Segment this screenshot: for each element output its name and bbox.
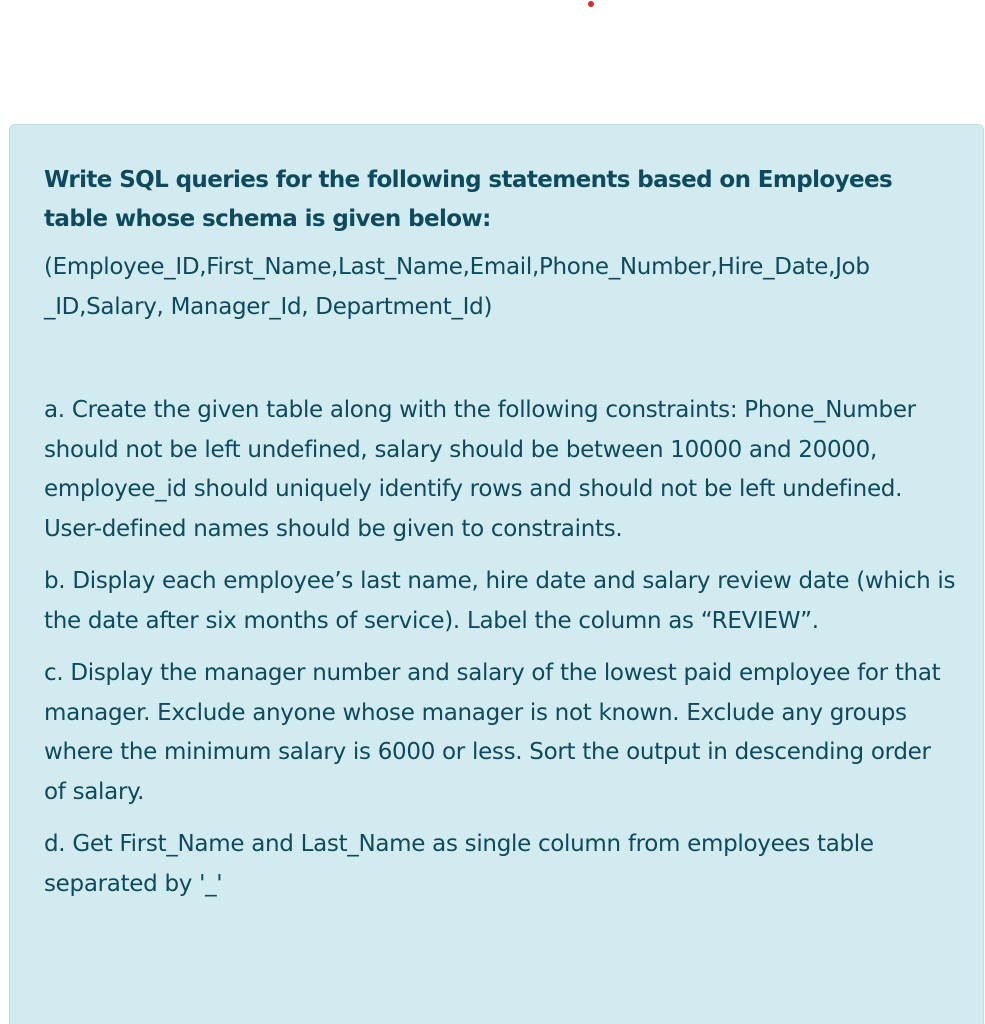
question-item-c: c. Display the manager number and salary of the lowest paid employee for that manager. Exclude anyone whose manager is not known. Exclude any groups where the minimum salary is 6000 or less. Sort the output in descending order of salary. bbox=[44, 660, 941, 805]
question-item-d: d. Get First_Name and Last_Name as single column from employees table separated by '_' bbox=[44, 831, 874, 897]
question-item-b: b. Display each employee’s last name, hire date and salary review date (which is the date after six months of service). Label the column as “REVIEW”. bbox=[44, 568, 956, 634]
question-item-a: a. Create the given table along with the following constraints: Phone_Number should not be left undefined, salary should be between 10000 and 20000, employee_id should uniquely identify rows and should not be left undefined. User-defined names should be given to constraints. bbox=[44, 397, 916, 542]
recording-indicator-dot bbox=[588, 1, 594, 7]
question-card bbox=[9, 124, 984, 1024]
question-heading: Write SQL queries for the following statements based on Employees table whose schema is given below: bbox=[44, 167, 893, 232]
table-schema: (Employee_ID,First_Name,Last_Name,Email,Phone_Number,Hire_Date,Job _ID,Salary, Manager_Id, Department_Id) bbox=[44, 254, 870, 320]
